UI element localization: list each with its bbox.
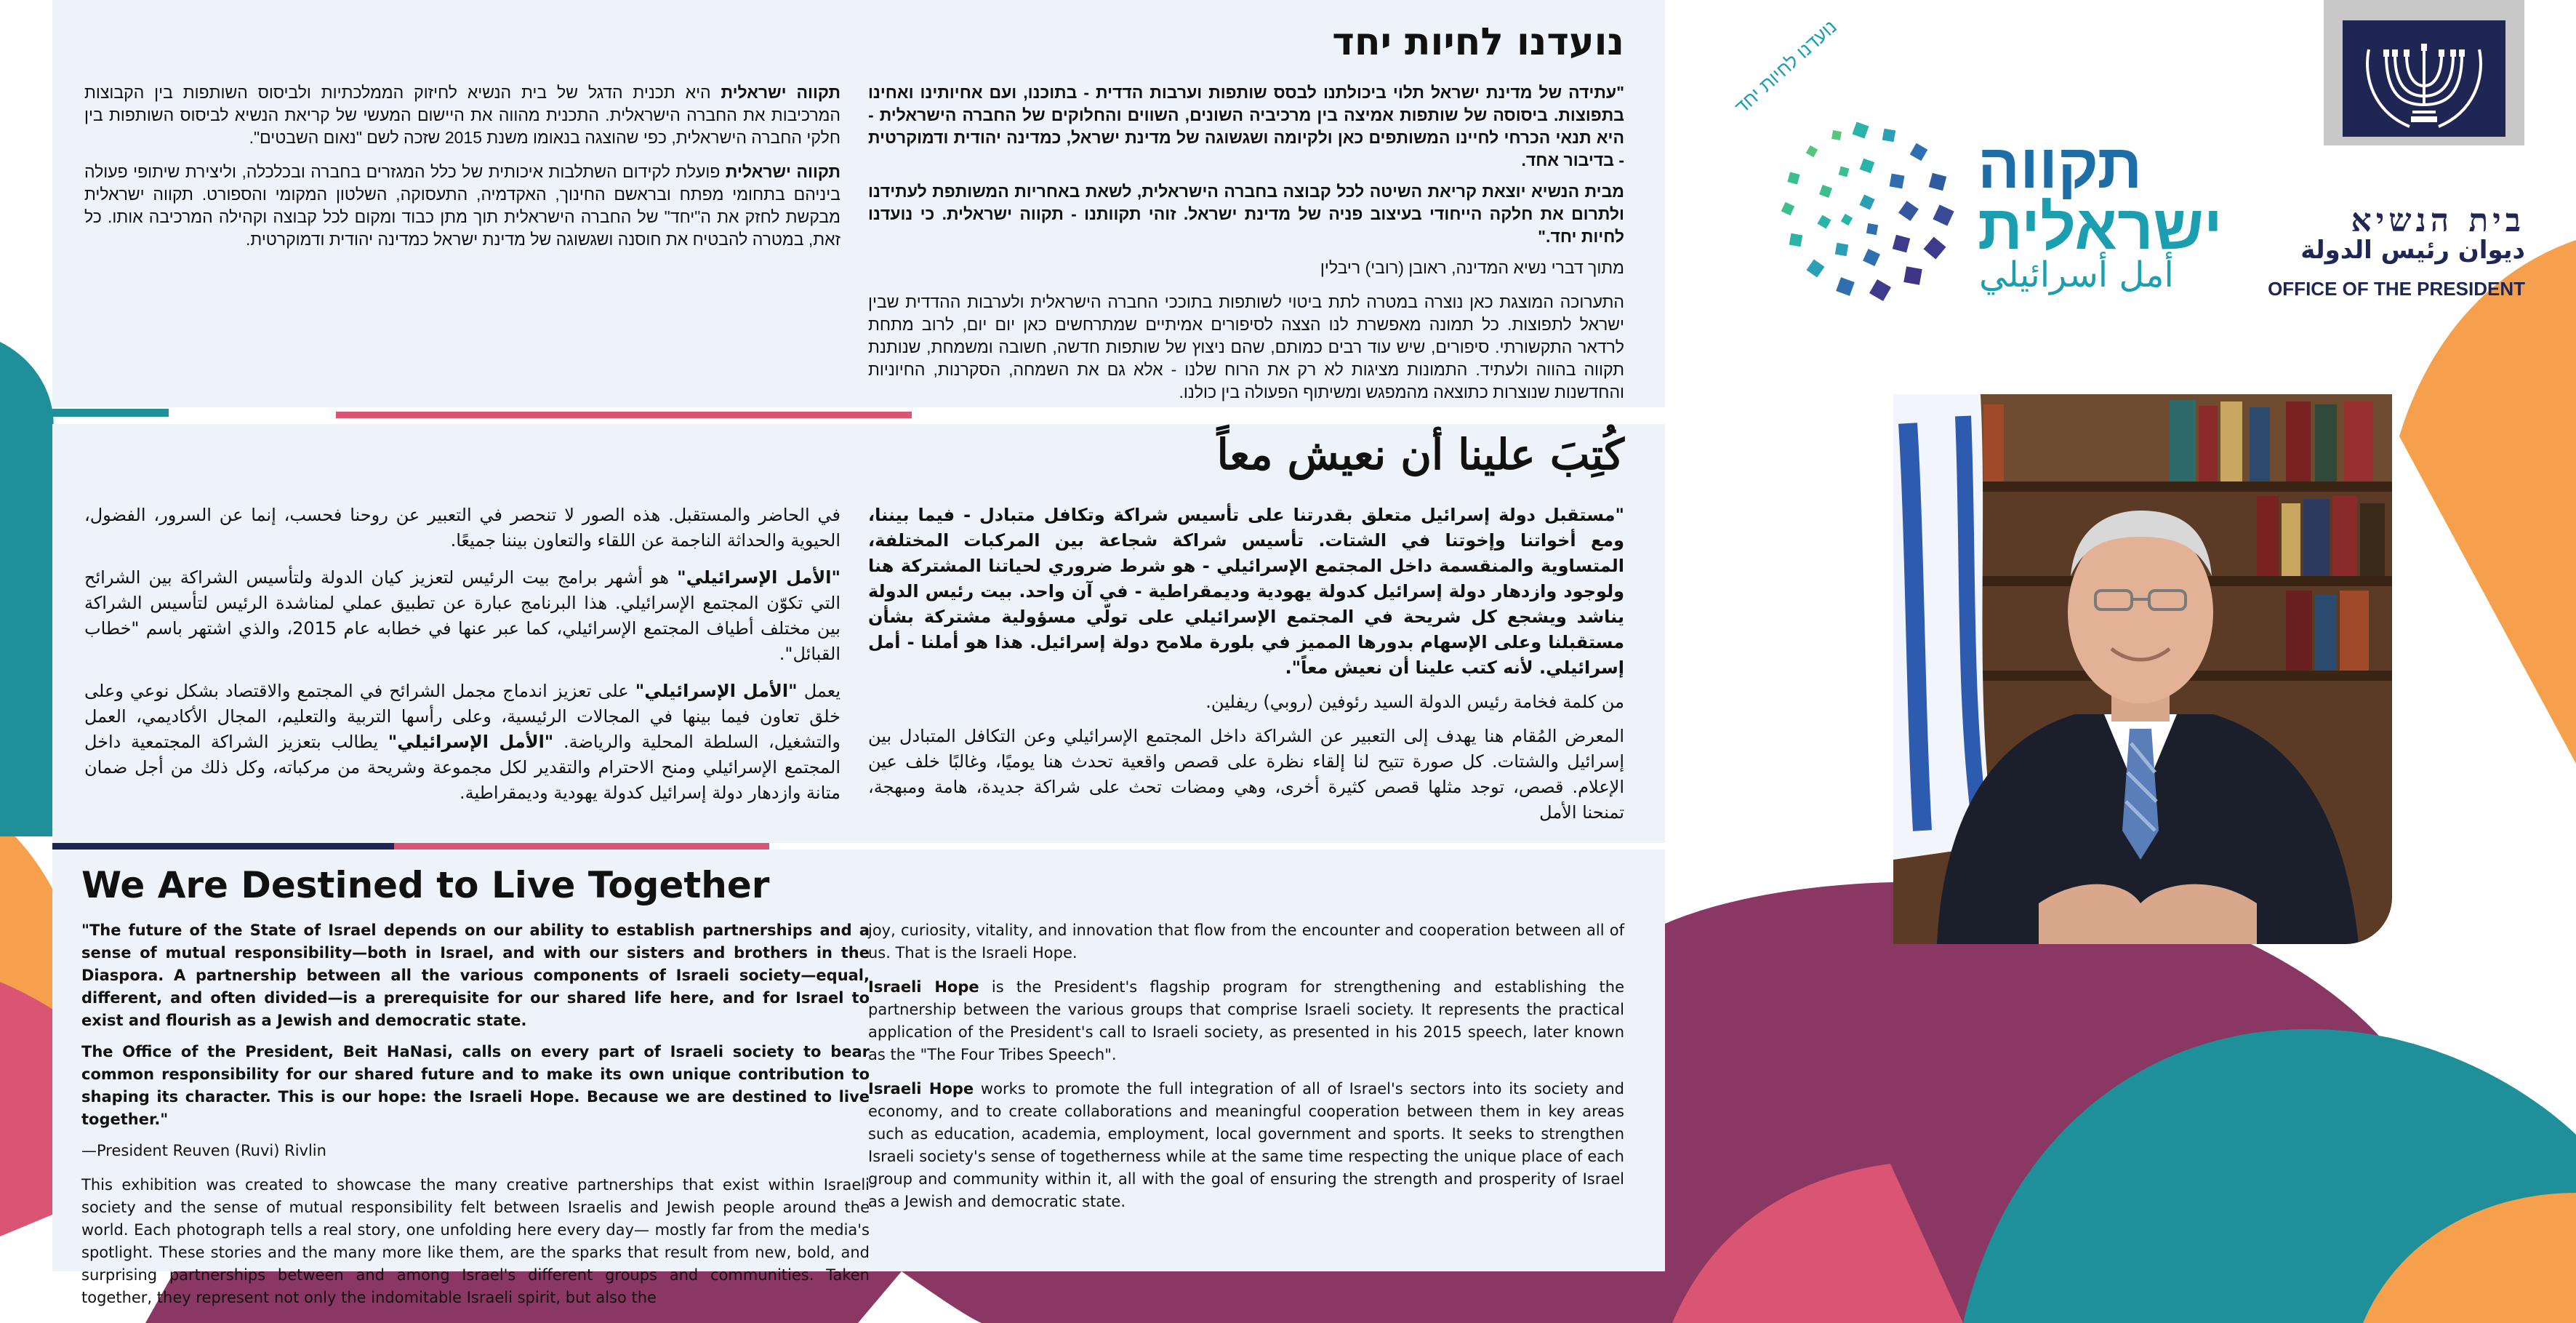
logo-hebrew-line1: תקווה (1978, 132, 2143, 201)
president-portrait-photo (1893, 394, 2392, 944)
hebrew-title: נועדנו לחיות יחד (1332, 20, 1624, 64)
arabic-attribution: من كلمة فخامة رئيس الدولة السيد رئوفين (روبي) ريفلين. (1205, 692, 1624, 712)
office-name-hebrew: בית הנשיא (2351, 202, 2525, 239)
logo-arabic: أمل أسرائيلي (1979, 255, 2174, 295)
english-continuation: joy, curiosity, vitality, and innovation that flow from the encounter and cooperation between all of us. That is the Israeli Hope. (868, 922, 1624, 962)
dotted-circle-logo-icon (1745, 95, 1978, 327)
accent-bar-pink (336, 412, 912, 418)
hebrew-left-column (84, 81, 840, 263)
english-work-paragraph (868, 1078, 1624, 1213)
english-attribution: —President Reuven (Ruvi) Rivlin (81, 1142, 326, 1159)
arabic-program-text: هو أشهر برامج بيت الرئيس لتعزيز كيان الدولة ولتأسيس الشراكة بين الشرائح التي تكوّن المجتمع الإسرائيلي. هذا البرنامج عبارة عن تطبيق عملي لمناشدة الرئيس لتأسيس الشراكة بين مختلف أطياف المجتمع الإسرائيلي، كما عبر عنها في خطابه عام 2015، والذي اشتهر باسم "خطاب القبائل". (84, 567, 840, 664)
arabic-work-pre: يعمل (803, 681, 840, 701)
english-title: We Are Destined to Live Together (81, 864, 770, 906)
english-call: The Office of the President, Beit HaNasi, calls on every part of Israeli society to bear common responsibility for our shared future and to make its own unique contribution to shaping its character. This is our hope: the Israeli Hope. Because we are destined to live together." (81, 1043, 870, 1128)
english-right-column (868, 919, 1624, 1225)
hebrew-work-paragraph (84, 161, 840, 251)
logo-tagline: נועדנו לחיות יחד (1730, 15, 1841, 119)
english-work-text: works to promote the full integration of all of Israel's sectors into its society and economy, and to create collaborations and meaningful cooperation between them in key areas such as education, academia, employment, local government and sports. It seeks to strengthen Israeli society's sense of togetherness while at the same time respecting the unique place of each group and community within it, all with the goal of ensuring the strength and prosperity of Israel as a Jewish and democratic state. (868, 1080, 1624, 1210)
arabic-exhibition-text: المعرض المُقام هنا يهدف إلى التعبير عن الشراكة داخل المجتمع الإسرائيلي وعن التكافل المتبادل بين إسرائيل والشتات. كل صورة تتيح لنا إلقاء نظرة على قصص واقعية تحدث هنا يوميًا، وغالبًا خلف عين الإعلام. قصص، توجد مثلها قصص كثيرة أخرى، وهي ومضات تحث على شراكة جديدة، هامة ومبهجة، تمنحنا الأمل (868, 726, 1624, 823)
office-name-english: OFFICE OF THE PRESIDENT (2268, 278, 2525, 300)
arabic-title: كُتِبَ علينا أن نعيش معاً (1216, 430, 1624, 479)
hebrew-right-column (868, 81, 1624, 415)
accent-bar-teal (52, 409, 169, 417)
arabic-work-text: على تعزيز اندماج مجمل الشرائح في المجتمع والاقتصاد بشكل نوعي وعلى خلق تعاون فيما بينها في المجالات الرئيسية، وعلى رأسها التربية والتعليم، المجال الأكاديمي، العمل والتشغيل، السلطة المحلية والرياضة. (84, 681, 840, 752)
arabic-left-column (84, 503, 840, 818)
office-name-arabic: ديوان رئيس الدولة (2300, 236, 2525, 265)
arabic-program-paragraph (84, 565, 840, 667)
orange-shape-right (2399, 240, 2576, 764)
hebrew-attribution: מתוך דברי נשיא המדינה, ראובן (רובי) ריבלין (1320, 258, 1624, 277)
hebrew-panel (52, 0, 1665, 407)
accent-bar-navy (52, 843, 394, 850)
hebrew-program-text: היא תכנית הדגל של בית הנשיא לחיזוק הממלכתיות ולביסוס השותפות בין הקבוצות המרכיבות את החברה הישראלית. התכנית מהווה את היישום המעשי של קריאת הנשיא לביסוס השותפות בין חלקי החברה הישראלית, כפי שהוצגה בנאומו משנת 2015 שזכה לשם "נאום השבטים". (84, 83, 840, 147)
teal-shape-left (0, 342, 54, 836)
english-program-paragraph (868, 976, 1624, 1066)
arabic-work2-lead: "الأمل الإسرائيلي" (388, 732, 554, 752)
arabic-work-lead: "الأمل الإسرائيلي" (635, 681, 798, 701)
english-quote: "The future of the State of Israel depends on our ability to establish partnerships and a sense of mutual responsibility—both in Israel, and with our sisters and brothers in the Diaspora. A partnership between all the various components of Israeli society—equal, different, and often divided—is a prerequisite for our shared life here, and for Israel to exist and flourish as a Jewish and democratic state. (81, 922, 870, 1029)
arabic-work2-text: يطالب بتعزيز الشراكة المجتمعية داخل المجتمع الإسرائيلي ومنح الاحترام والتقدير لكل مجموعة وشريحة من مركباته، وكل ذلك من أجل ضمان متانة وازدهار دولة إسرائيل كدولة يهودية وديمقراطية. (84, 732, 840, 803)
english-left-column (81, 919, 870, 1321)
english-program-lead: Israeli Hope (868, 978, 979, 996)
hebrew-program-lead: תקווה ישראלית (721, 83, 840, 102)
logo-hebrew-line2: ישראלית (1978, 193, 2223, 263)
arabic-right-column (868, 503, 1624, 837)
arabic-work-paragraph (84, 679, 840, 806)
menorah-emblem-icon (2343, 20, 2505, 137)
arabic-continuation: في الحاضر والمستقبل. هذه الصور لا تنحصر في التعبير عن روحنا فحسب، إنما عن السرور، الفضول، الحيوية والحداثة الناجمة عن اللقاء والتعاون بيننا جميعًا. (84, 505, 840, 551)
hebrew-quote: "עתידה של מדינת ישראל תלוי ביכולתנו לבסס שותפות וערבות הדדית - בתוכנו, ועם אחיותינו ואחינו בתפוצות. ביסוסה של שותפות אמיצה בין מרכיביה השונים, השווים והחלוקים של החברה הישראלית - היא תנאי הכרחי לחיינו המשותפים כאן ולקיומה ושגשוגה של מדינת ישראל, כמדינה יהודית ודמוקרטית - בדיבור אחד. (868, 83, 1624, 169)
arabic-quote: "مستقبل دولة إسرائيل متعلق بقدرتنا على تأسيس شراكة وتكافل متبادل - فيما بيننا، ومع أخواتنا وإخوتنا في الشتات. تأسيس شراكة شجاعة بين المركبات المختلفة، المتساوية والمنقسمة داخل المجتمع الإسرائيلي - هو شرط ضروري لحياتنا المشتركة هنا ولوجود وازدهار دولة إسرائيل كدولة يهودية وديمقراطية - في آن واحد. بيت رئيس الدولة يناشد ويشجع كل شريحة في المجتمع الإسرائيلي على تولّي مسؤولية مشتركة بشأن مستقبلنا وعلى الإسهام بدورها المميز في بلورة ملامح دولة إسرائيل. هذا هو أملنا - أمل إسرائيلي. لأنه كتب علينا أن نعيش معاً". (868, 505, 1624, 678)
hebrew-program-paragraph (84, 81, 840, 149)
english-panel (52, 850, 1665, 1306)
arabic-program-lead: "الأمل الإسرائيلي" (677, 567, 841, 588)
english-exhibition-text: This exhibition was created to showcase the many creative partnerships that exist within Israeli society and the sense of mutual responsibility felt between Israelis and Jewish people around the world. Each photograph tells a real story, one unfolding here every day— mostly far from the media's spotlight. These stories and the many more like them, are the sparks that result from new, bold, and surprising partnerships between and among Israel's different groups and communities. Taken together, they represent not only the indomitable Israeli spirit, but also the (81, 1176, 870, 1306)
accent-bar-pink-2 (394, 843, 769, 850)
english-program-text: is the President's flagship program for strengthening and establishing the partnership between the various groups that comprise Israeli society. It represents the practical application of the President's call to Israeli society, as presented in his 2015 speech, later known as the "The Four Tribes Speech". (868, 978, 1624, 1063)
hebrew-exhibition-text: התערוכה המוצגת כאן נוצרה במטרה לתת ביטוי לשותפות בתוככי החברה הישראלית ולערבות ההדדית שבין ישראל לתפוצות. כל תמונה מאפשרת לנו הצצה לסיפורים אמיתיים שמתרחשים כאן יום יום, לרוב מתחת לרדאר התקשורתי. סיפורים, שיש עוד רבים כמותם, שהם ניצוץ של שותפות חדשה, חשובה ומשמחת, שנותנת תקווה בהווה ולעתיד. התמונות מציגות לא רק את הרוח שלנו - אלא גם את השמחה, הסקרנות, החיוניות והחדשנות שנוצרות כתוצאה מהמפגש ומשיתוף הפעולה בין כולנו. (868, 292, 1624, 401)
hebrew-work-text: פועלת לקידום השתלבות איכותית של כלל המגזרים בחברה ובכלכלה, וליצירת שיתופי פעולה ביניהם בתחומי מפתח ובראשם החינוך, האקדמיה, התעסוקה, השלטון המקומי והספורט. תקווה ישראלית מבקשת לחזק את ה"יחד" של החברה הישראלית תוך מתן כבוד ומקום לכל קבוצה וקהילה המרכיבה אותו. כל זאת, במטרה להבטיח את חוסנה ושגשוגה של מדינת ישראל כמדינה יהודית ודמוקרטית. (84, 162, 840, 249)
arabic-panel (52, 424, 1665, 843)
hebrew-call: מבית הנשיא יוצאת קריאת השיטה לכל קבוצה בחברה הישראלית, לשאת באחריות המשותפת לעתידנו ולתרום את חלקה הייחודי בעיצוב פניה של מדינת ישראל. זוהי תקוותנו - תקווה ישראלית. כי נועדנו לחיות יחד." (868, 182, 1624, 246)
hebrew-work-lead: תקווה ישראלית (725, 162, 840, 181)
english-work-lead: Israeli Hope (868, 1080, 974, 1098)
